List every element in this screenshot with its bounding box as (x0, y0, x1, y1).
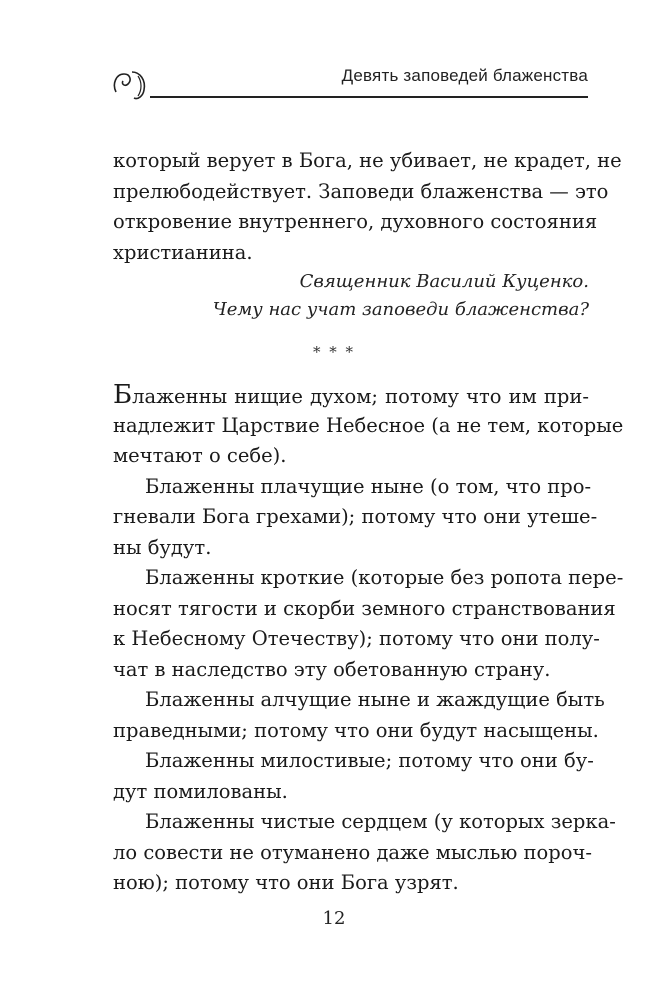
attribution-author: Священник Василий Куценко. (299, 271, 589, 292)
beatitude-line: ною); потому что они Бога узрят. (113, 871, 459, 894)
beatitudes-block (113, 380, 624, 899)
beatitude-line: праведными; потому что они будут насыщены. (113, 718, 599, 742)
beatitude-line: Блаженны чистые сердцем (у которых зерка- (145, 810, 616, 833)
beatitude-line: Блаженны нищие духом; потому что им при- (113, 380, 589, 410)
quote-line: христианина. (113, 240, 253, 264)
attribution-source: Чему нас учат заповеди блаженства? (212, 299, 589, 320)
header-rule (150, 96, 588, 98)
beatitude-line: гневали Бога грехами); потому что они утеше- (113, 505, 598, 528)
running-header-title: Девять заповедей блаженства (341, 66, 588, 85)
beatitude-line: надлежит Царствие Небесное (а не тем, которые (113, 413, 624, 437)
beatitude-line: ло совести не отуманено даже мыслью пороч- (113, 840, 592, 864)
quote-line: который верует в Бога, не убивает, не крадет, не (113, 149, 622, 172)
beatitude-line: носят тягости и скорби земного странствования (113, 596, 616, 620)
running-header (110, 58, 588, 102)
beatitude-line: к Небесному Отечеству); потому что они полу- (113, 627, 600, 650)
quote-line: откровение внутреннего, духовного состояния (113, 210, 598, 233)
beatitude-line: ны будут. (113, 535, 212, 559)
drop-cap: Б (113, 380, 133, 410)
quote-block (113, 146, 622, 268)
beatitude-line: Блаженны алчущие ныне и жаждущие быть (145, 688, 605, 711)
beatitude-line: Блаженны плачущие ныне (о том, что про- (145, 474, 592, 498)
quote-line: прелюбодействует. Заповеди блаженства — это (113, 179, 609, 203)
page-number: 12 (322, 908, 346, 929)
beatitude-line: Блаженны милостивые; потому что они бу- (145, 749, 594, 772)
beatitude-line: дут помилованы. (113, 779, 288, 803)
beatitude-line: чат в наследство эту обетованную страну. (113, 657, 551, 681)
swirl-ornament-icon (110, 62, 150, 102)
section-separator: * * * (312, 343, 356, 361)
beatitude-line: Блаженны кроткие (которые без ропота пере- (145, 566, 624, 589)
beatitude-line: мечтают о себе). (113, 444, 287, 467)
